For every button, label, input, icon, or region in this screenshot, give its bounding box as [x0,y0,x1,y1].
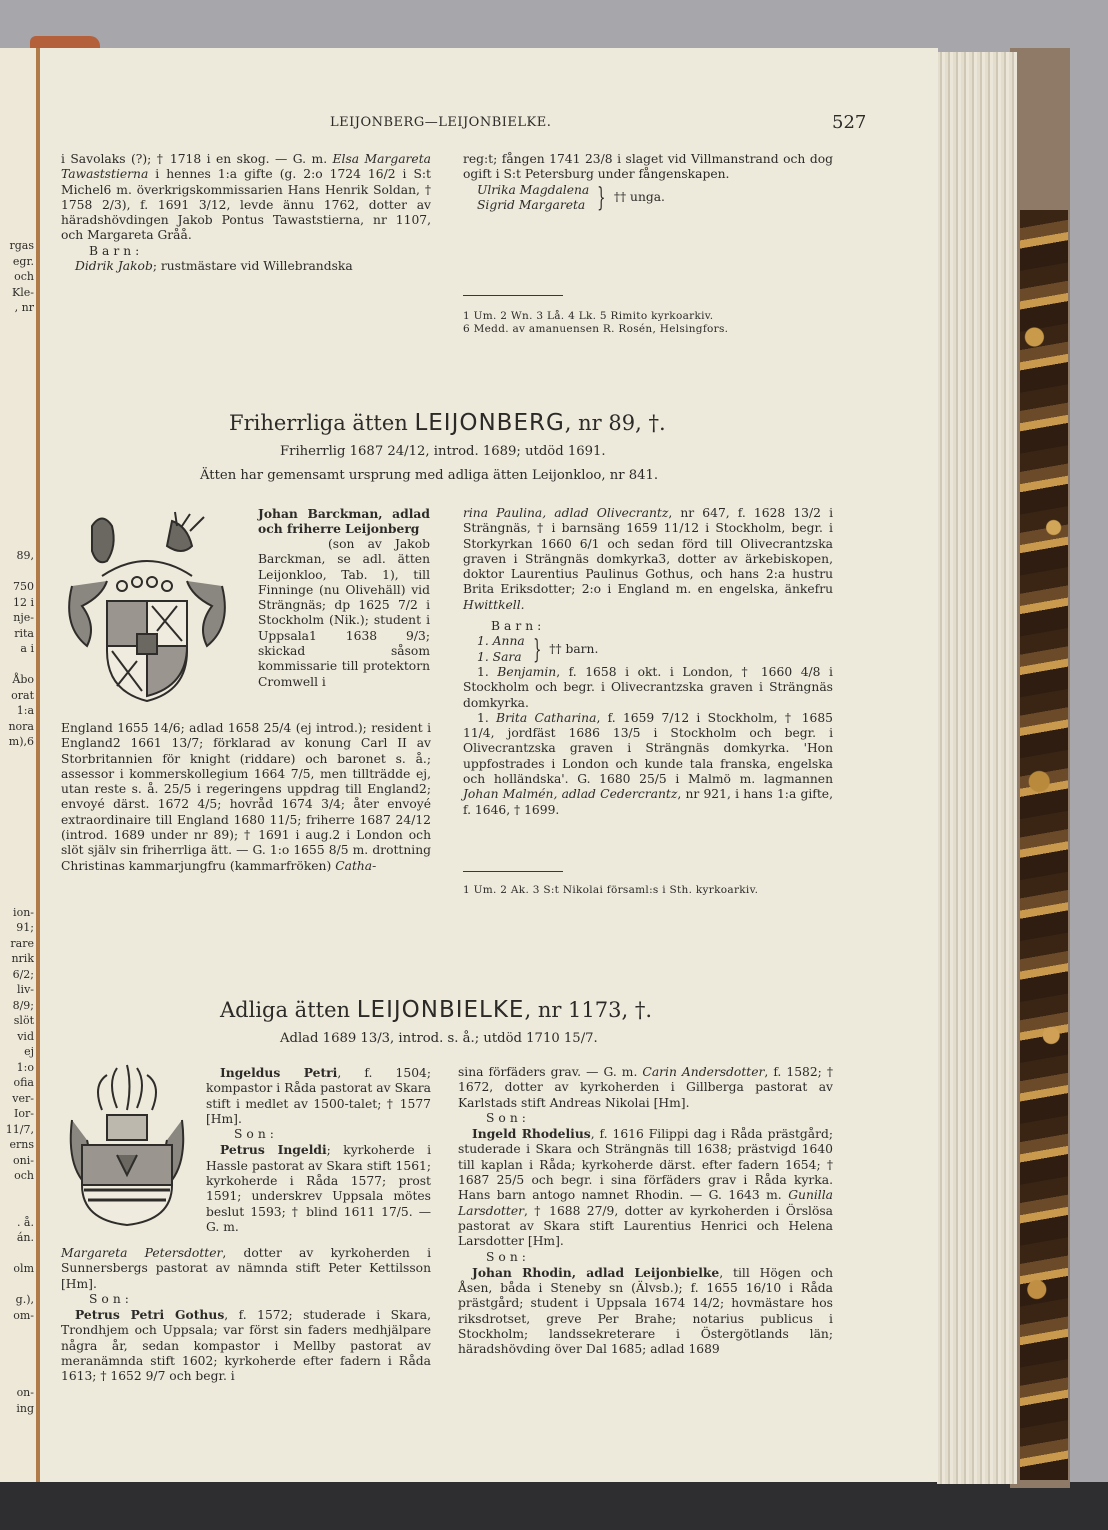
section-label-son: Son: [234,1127,278,1142]
child-name: 1. Anna [477,634,525,649]
subheading: Adlad 1689 13/3, introd. s. å.; utdöd 1710 15/7. [280,1031,598,1046]
section-label-son: Son: [486,1110,530,1125]
text-fragment [0,765,34,781]
coat-of-arms-leijonberg-icon [62,506,232,706]
text-fragment: ofia [13,1076,34,1089]
text-run: i Savolaks (?); † 1718 i en skog. — G. m. [61,152,333,166]
person-name: Ingeld Rhodelius [472,1126,591,1142]
spouse-name: Gunilla Larsdotter [458,1188,833,1218]
text-fragment [0,471,34,487]
left-page-text-fragments [0,238,34,1416]
text-fragment: ej [24,1045,34,1058]
text-fragment: Åbo [12,673,34,686]
section-heading-leijonberg [229,410,666,436]
text-run: (son av Jakob Barckman, se adl. ätten Leijonkloo, Tab. 1), till Finninge (nu Olivehäll) vid Strängnäs; dp 1625 7/2 i Stockholm (Nik.); student i Uppsala1 1638 9/3; skickad såsom kommissarie till protektorn Cromwell i [258,537,430,689]
leijonberg-narrow-text [258,537,430,690]
subheading: Friherrlig 1687 24/12, introd. 1689; utdöd 1691. [280,444,606,459]
text-fragment [0,796,34,812]
text-fragment [0,1246,34,1262]
text-fragment [0,827,34,843]
marbled-cover-edge [1020,210,1068,1480]
running-head: LEIJONBERG—LEIJONBIELKE. [330,115,552,130]
text-fragment [0,347,34,363]
section-label-son: Son: [89,1291,133,1306]
brace-icon: } [597,182,606,213]
text-fragment: 12 i [12,595,34,609]
coat-of-arms-leijonbielke-icon [62,1060,192,1230]
table-surface [0,1482,1108,1530]
leijonbielke-left-wide [61,1246,431,1385]
section-label-son: Son: [486,1249,530,1264]
text-run: , f. 1659 7/12 i Stockholm, † 1685 11/4, jordfäst 1686 13/5 i Stockholm och begr. i Olivecrantzska graven i Strängnäs domkyrka. 'Hon uppfostrades i London och kunde tala franska, engelska och holländska'. G. 1680 25/5 i Malmö m. lagmannen [463,710,833,787]
text-fragment [0,1354,34,1370]
person-name: Petrus Petri Gothus [75,1307,225,1323]
text-fragment: 1:a [16,704,34,717]
text-fragment: vid [17,1029,34,1043]
heading-prefix: Adliga ätten [220,998,357,1022]
text-fragment: rgas [9,239,34,252]
text-run: reg:t; fången 1741 23/8 i slaget vid Villmanstrand och dog ogift i S:t Petersburg under fångenskapen. [463,152,833,182]
text-run: England 1655 14/6; adlad 1658 25/4 (ej introd.); resident i England2 1661 13/7; förklarad av konung Carl II av Storbritannien för knight (riddare) och baronet s. å.; assessor i kommerskollegium 1664 7/5, men tillträdde ej, utan reste s. å. 25/5 i regeringens uppdrag till England2; envoyé därst. 1672 4/5; hovråd 1674 3/4; åter envoyé extraordinaire till England 1680 11/5; friherre 1687 24/12 (introd. 1689 under nr 89); † 1691 i aug.2 i London och slöt själv sin friherrliga ätt. — G. 1:o 1655 8/5 m. drottning Christinas kammarjungfru (kammarfröken) [61,721,431,873]
person-name: Ingeldus Petri [220,1065,338,1080]
text-fragment: ion- [13,905,34,919]
brace-group [463,634,833,665]
top-left-column [61,152,431,274]
text-run: ; rustmästare vid Willebrandska [152,259,353,274]
footnote: 1 Um. 2 Wn. 3 Lå. 4 Lk. 5 Rimito kyrkoarkiv. [463,310,714,322]
text-fragment: , nr [14,301,34,314]
text-fragment: 1:o [16,1060,34,1074]
text-fragment: Ior- [14,1107,34,1120]
leijonbielke-right-column [458,1065,833,1358]
text-run: , f. 1582; † 1672, dotter av kyrkoherden i Gillberga pastorat av Karlstads stift Andreas Nikolai [Hm]. [458,1065,833,1110]
text-fragment [0,657,34,673]
leijonberg-wide-text [61,721,431,874]
child-name: Ulrika Magdalena [477,182,590,197]
text-fragment: slöt [13,1014,34,1027]
child-name: Brita Catharina [496,710,597,725]
family-name: LEIJONBERG [414,410,565,436]
page-number: 527 [832,112,867,133]
text-fragment: rare [10,936,34,950]
text-fragment [0,455,34,471]
text-fragment [0,1199,34,1215]
text-fragment [0,1323,34,1339]
child-name: Sigrid Margareta [477,197,586,212]
child-name: Benjamin [497,664,557,679]
text-fragment [0,1339,34,1355]
text-fragment: 89, [16,549,34,562]
text-fragment [0,1184,34,1200]
text-fragment: olm [13,1262,34,1275]
leijonbielke-narrow-column [206,1065,431,1235]
footnote: 6 Medd. av amanuensen R. Rosén, Helsingfors. [463,323,729,335]
text-fragment: 6/2; [12,967,34,981]
text-fragment: rita [14,626,34,640]
text-fragment: nje- [13,611,34,624]
text-fragment [0,502,34,518]
text-fragment [0,362,34,378]
text-fragment [0,486,34,502]
spouse-name: Johan Malmén, adlad Cedercrantz [463,787,678,802]
page-edges [937,52,1017,1484]
text-fragment: 11/7, [5,1122,34,1136]
footnote-rule [463,871,563,872]
text-fragment: 8/9; [12,998,34,1012]
spouse-name: rina Paulina, adlad Olivecrantz [463,506,669,520]
text-fragment [0,517,34,533]
section-label-barn: Barn: [491,619,546,634]
family-name: LEIJONBIELKE [356,997,525,1023]
text-fragment: a i [20,642,34,655]
person-name: Johan Barckman, adlad och friherre Leijonberg [258,506,430,537]
text-fragment [0,781,34,797]
text-run: , dotter av kyrkoherden i Sunnersbergs pastorat av nämnda stift Peter Kettilsson [Hm]. [61,1246,431,1291]
text-run: , till Högen och Åsen, båda i Steneby sn (Älvsb.); f. 1655 16/10 i Råda prästgård; student i Uppsala 1674 14/2; hovmästare hos riksdrotset, greve Per Brahe; notarius publicus i Stockholm; landssekreterare i Östergötlands län; häradshövding över Dal 1685; adlad 1689 [458,1265,833,1357]
text-run: sina förfäders grav. — G. m. [458,1065,643,1079]
text-run: , nr 921, i hans 1:a gifte, f. 1646, † 1699. [463,787,833,817]
brace-group [463,183,833,214]
text-fragment [0,378,34,394]
text-fragment [0,750,34,766]
text-fragment [0,440,34,456]
footnote-rule [463,295,563,296]
text-fragment: g.), [15,1293,34,1306]
text-run: , f. 1504; kompastor i Råda pastorat av Skara stift i medlet av 1500-talet; † 1577 [Hm]. [206,1066,431,1126]
text-fragment: 91; [16,921,34,934]
top-right-column [463,152,833,213]
text-fragment [0,393,34,409]
spouse-name: Carin Andersdotter [642,1065,765,1079]
text-run: ; kyrkoherde i Hassle pastorat av Skara stift 1561; kyrkoherde i Råda 1577; prost 1591; underskrev Uppsala mötes beslut 1593; † blind 1611 17/5. — G. m. [206,1143,431,1234]
leijonberg-founder-name [258,506,430,537]
origin-note: Ätten har gemensamt ursprung med adliga ätten Leijonkloo, nr 841. [200,468,659,483]
text-fragment [0,1277,34,1293]
text-fragment: orat [11,688,34,702]
leijonberg-right-column: rina Paulina, adlad Olivecrantz, nr 647, f. 1628 13/2 i Strängnäs, † i barnsäng 1659 11/12 i Stockholm, begr. i Storkyrkan 1660 6/1 och sedan förd till Olivecrantzska graven i Strängnäs domkyrka3, dotter av ärkebiskopen, doktor Laurentius Paulinus Gothus, och hans 2:a hustru Brita Eriksdotter; 2:o i England m. en engelska, änkefru Hwittkell. Barn: 1. Anna 1. Sara } †† barn. 1. Benjamin, f. 1658 i okt. i London, † 1660 4/8 i Stockholm och begr. i Olivecrantzska graven i Strängnäs domkyrka. 1. Brita Catharina, f. 1659 7/12 i Stockholm, † 1685 11/4, jordfäst 1686 13/5 i Stockholm och begr. i Olivecrantzska graven i Strängnäs domkyrka. 'Hon uppfostrades i London och kunde tala franska, engelska och holländska'. G. 1680 25/5 i Malmö m. lagmannen Johan Malmén, adlad Cedercrantz, nr 921, i hans 1:a gifte, f. 1646, † 1699. [463,506,834,817]
brace-icon: } [532,634,542,665]
text-run: , f. 1616 Filippi dag i Råda prästgård; studerade i Skara och Strängnäs till 1638; prästvigd 1640 till kaplan i Råda; kyrkoherde därst. efter fadern 1654; † 1687 25/5 och begr. i sina förfäders grav i Råda kyrka. Hans barn antogo namnet Rhodin. — G. 1643 m. [458,1127,833,1203]
text-fragment: och [14,270,34,283]
text-fragment: och [14,1169,34,1182]
footnotes: 1 Um. 2 Ak. 3 S:t Nikolai församl:s i Sth. kyrkoarkiv. [463,884,759,896]
text-fragment: oni- [13,1153,34,1167]
spouse-name: Catha- [335,858,377,873]
child-name: Didrik Jakob [75,259,153,274]
text-fragment: on- [16,1386,34,1399]
text-fragment: án. [16,1231,34,1244]
left-page [0,48,36,1482]
heading-suffix: , nr 89, †. [564,411,666,435]
text-fragment [0,533,34,549]
footnotes [463,310,843,336]
text-run: , † 1688 27/9, dotter av kyrkoherden i Örslösa pastorat av Skara stift Laurentius Henrici och Helena Larsdotter [Hm]. [458,1203,833,1249]
text-fragment: ing [16,1401,34,1415]
section-label-barn: Barn: [89,243,144,258]
spouse-name: Margareta Petersdotter [61,1246,223,1260]
child-name: 1. Sara [477,649,522,664]
person-name: Petrus Ingeldi [220,1142,327,1158]
person-name: Johan Rhodin, adlad Leijonbielke [472,1264,720,1280]
text-run: , nr 647, f. 1628 13/2 i Strängnäs, † i barnsäng 1659 11/12 i Stockholm, begr. i Storkyrkan 1660 6/1 och sedan förd till Olivecrantzska graven i Strängnäs domkyrka3, dotter av ärkebiskopen, doktor Laurentius Paulinus Gothus, och hans 2:a hustru Brita Eriksdotter; 2:o i England m. en engelska, änkefru [463,506,834,597]
brace-note: †† unga. [613,190,665,205]
text-fragment: erns [9,1138,34,1151]
text-fragment [0,331,34,347]
text-fragment: . å. [16,1215,34,1229]
text-fragment [0,858,34,874]
right-page [40,48,938,1482]
text-fragment [0,889,34,905]
text-fragment [0,1370,34,1386]
text-run: i hennes 1:a gifte (g. 2:o 1724 16/2 i S:t Michel6 m. överkrigskommissarien Hans Henrik Soldan, † 1758 2/3), f. 1691 3/12, levde ännu 1762, dotter av häradshövdingen Jakob Pontus Tawaststierna, nr 1107, och Margareta Gråå. [61,167,431,243]
text-fragment: om- [13,1308,34,1322]
text-fragment: m),6 [8,735,34,748]
text-fragment [0,874,34,890]
text-fragment [0,812,34,828]
spouse-name: Elsa Margareta Tawaststierna [61,152,431,182]
text-fragment: Kle- [12,285,34,299]
text-fragment [0,409,34,425]
text-run: , f. 1658 i okt. i London, † 1660 4/8 i Stockholm och begr. i Olivecrantzska graven i Strängnäs domkyrka. [463,664,833,710]
text-fragment [0,843,34,859]
heading-suffix: , nr 1173, †. [524,998,653,1022]
text-run: , f. 1572; studerade i Skara, Trondhjem och Uppsala; var först sin faders medhjälpare några år, sedan kompastor i Mellby pastorat av meranämnda stift 1602; kyrkoherde efter fadern i Råda 1613; † 1652 9/7 och begr. i [61,1308,431,1384]
section-heading-leijonbielke [220,997,652,1023]
text-fragment: egr. [12,254,34,268]
text-fragment: ver- [12,1091,34,1105]
text-fragment [0,424,34,440]
text-fragment [0,564,34,580]
text-fragment [0,316,34,332]
heading-prefix: Friherrliga ätten [229,411,415,435]
text-fragment: nora [8,719,34,733]
text-fragment: 750 [13,580,34,593]
spouse-name: Hwittkell. [463,597,525,612]
brace-note: †† barn. [549,642,599,657]
text-fragment: liv- [17,983,34,996]
text-fragment: nrik [11,952,34,965]
